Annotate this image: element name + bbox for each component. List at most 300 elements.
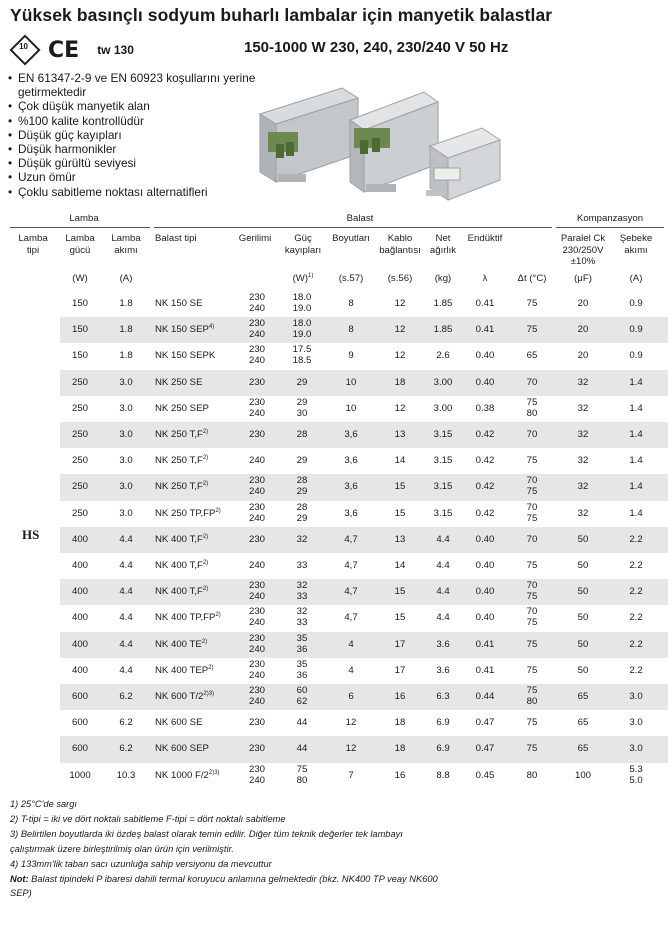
cell-value: 12 xyxy=(345,743,357,755)
cell-tip xyxy=(155,586,241,597)
cell-p xyxy=(282,455,322,466)
cell-value: 230 xyxy=(248,763,265,775)
cell-kg xyxy=(425,324,461,335)
cell-l xyxy=(463,691,507,702)
cell-p xyxy=(282,292,322,314)
cell-value: 230 xyxy=(248,318,265,330)
cell-ck xyxy=(556,639,610,650)
cell-value: 1.4 xyxy=(629,402,643,414)
col-header-sebeke-akimi: Şebeke akımı xyxy=(619,233,653,256)
cell-akim xyxy=(106,717,146,728)
cell-value: 250 xyxy=(71,402,88,414)
cell-b xyxy=(326,429,376,440)
cell-tip xyxy=(155,560,241,571)
cell-value: 75 xyxy=(526,486,538,498)
cell-value: 32 xyxy=(577,507,589,519)
cell-value: 14 xyxy=(394,560,406,571)
cell-l xyxy=(463,481,507,492)
cell-value: 6 xyxy=(348,691,354,702)
cell-value: 19.0 xyxy=(292,303,312,314)
footnotes xyxy=(10,797,440,901)
cell-value: 240 xyxy=(248,643,265,655)
cell-p xyxy=(282,764,322,786)
cell-p xyxy=(282,606,322,628)
cell-guc xyxy=(60,298,100,309)
cell-p xyxy=(282,534,322,545)
cell-dt xyxy=(508,298,556,309)
cell-tip xyxy=(155,691,241,702)
cell-l xyxy=(463,324,507,335)
cell-value: 60 xyxy=(296,685,308,696)
cell-value: 230 xyxy=(248,396,265,408)
cell-value: 75 xyxy=(526,324,538,336)
cell-dt xyxy=(508,717,556,728)
cell-akim xyxy=(106,639,146,650)
cell-dt xyxy=(508,685,556,707)
cell-value: 28 xyxy=(296,429,308,440)
cell-value: 44 xyxy=(296,717,308,729)
cell-v xyxy=(240,397,274,419)
cell-value: 10 xyxy=(345,402,357,414)
cell-ck xyxy=(556,612,610,623)
cell-value: 4.4 xyxy=(119,533,133,545)
cell-value: 240 xyxy=(248,560,265,571)
cell-value: 70 xyxy=(526,429,538,440)
certification-marks xyxy=(14,37,134,63)
cell-v xyxy=(240,659,274,681)
cell-value: 75 xyxy=(296,763,308,775)
unit-kayip: $(W)^{1)}$ xyxy=(292,272,314,284)
cell-a xyxy=(614,481,658,492)
unit-lambda: λ xyxy=(482,273,488,284)
cell-b xyxy=(326,350,376,361)
cell-a xyxy=(614,324,658,335)
cell-a xyxy=(614,298,658,309)
ballast-type-footnote: 2) xyxy=(202,586,209,592)
cell-value: 230 xyxy=(248,685,265,696)
feature-item: • Çoklu sabitleme noktası alternatifleri xyxy=(8,185,290,199)
cell-a xyxy=(614,560,658,571)
cell-kg xyxy=(425,665,461,676)
cell-akim xyxy=(106,455,146,466)
cell-value: 35 xyxy=(296,632,308,644)
cell-akim xyxy=(106,403,146,414)
cell-dt xyxy=(508,580,556,602)
feature-item: • Düşük harmonikler xyxy=(8,142,290,156)
cell-b xyxy=(326,770,376,781)
ballast-type: NK 600 T/2 xyxy=(155,691,204,702)
cell-value: 17 xyxy=(394,638,406,650)
cell-value: 230 xyxy=(248,632,265,644)
ballast-type-footnote: 2) xyxy=(201,638,208,645)
cell-value: 0.41 xyxy=(475,638,495,650)
cell-b xyxy=(326,377,376,388)
cell-p xyxy=(282,344,322,366)
cell-value: 50 xyxy=(577,664,589,676)
cell-tip xyxy=(155,717,241,728)
cell-b xyxy=(326,298,376,309)
cell-value: 1.4 xyxy=(629,455,643,467)
cell-value: 240 xyxy=(248,696,265,707)
cell-value: 75 xyxy=(526,717,538,729)
cell-value: 32 xyxy=(577,429,589,440)
cell-p xyxy=(282,502,322,524)
cell-value: 70 xyxy=(526,606,538,618)
cell-value: 3.0 xyxy=(119,402,133,414)
cell-guc xyxy=(60,770,100,781)
cell-value: 75 xyxy=(526,298,538,309)
cell-value: 0.38 xyxy=(475,402,495,414)
cell-l xyxy=(463,508,507,519)
cell-value: 6.2 xyxy=(119,743,133,755)
cell-value: 8.8 xyxy=(436,769,450,781)
cell-value: 5.3 xyxy=(629,763,643,775)
cell-b xyxy=(326,508,376,519)
cell-value: 80 xyxy=(296,774,308,786)
col-header-kablo: Kablo bağlantısı xyxy=(379,233,421,256)
cell-guc xyxy=(60,508,100,519)
cell-k xyxy=(377,350,423,361)
cell-k xyxy=(377,455,423,466)
cell-v xyxy=(240,580,274,602)
cell-tip xyxy=(155,298,241,309)
cell-value: 1.4 xyxy=(629,376,643,388)
cell-value: 250 xyxy=(71,376,88,388)
cell-value: 150 xyxy=(71,350,88,362)
cell-value: 20 xyxy=(577,324,589,336)
cell-value: 80 xyxy=(526,696,538,707)
cell-value: 4,7 xyxy=(344,533,358,545)
cell-v xyxy=(240,475,274,497)
cell-value: 0.9 xyxy=(629,298,643,309)
ballast-type-footnote: 2)3) xyxy=(208,769,220,776)
feature-item: • Çok düşük manyetik alan xyxy=(8,99,290,113)
unit-guc: (W) xyxy=(72,273,88,284)
cell-value: 50 xyxy=(577,612,589,624)
cell-dt xyxy=(508,475,556,497)
cell-kg xyxy=(425,534,461,545)
cell-value: 14 xyxy=(394,455,406,467)
cell-dt xyxy=(508,534,556,545)
cell-value: 1.85 xyxy=(433,324,453,336)
cell-value: 240 xyxy=(248,774,265,786)
col-header-guc-kayiplari: Güç kayıpları xyxy=(284,233,322,256)
cell-ck xyxy=(556,377,610,388)
cell-akim xyxy=(106,560,146,571)
ballast-type: NK 600 SE xyxy=(155,717,203,729)
cell-guc xyxy=(60,429,100,440)
cell-value: 80 xyxy=(526,407,538,419)
ballast-type: NK 400 T,F xyxy=(155,560,203,571)
ballast-type-footnote: 2) xyxy=(215,507,221,514)
cell-value: 29 xyxy=(296,486,308,498)
table-row xyxy=(60,736,668,762)
cell-value: 44 xyxy=(296,743,308,755)
cell-value: 20 xyxy=(577,298,589,309)
cell-k xyxy=(377,665,423,676)
cell-value: 2.2 xyxy=(629,638,643,650)
cell-value: 33 xyxy=(296,591,308,603)
ballast-type-footnote: 2) xyxy=(202,533,209,540)
cell-b xyxy=(326,560,376,571)
cell-k xyxy=(377,586,423,597)
cell-p xyxy=(282,318,322,340)
cell-value: 0.40 xyxy=(475,350,495,362)
cell-value: 65 xyxy=(577,717,589,729)
cell-b xyxy=(326,455,376,466)
cell-value: 32 xyxy=(577,481,589,493)
cell-guc xyxy=(60,534,100,545)
cell-akim xyxy=(106,770,146,781)
cell-ck xyxy=(556,481,610,492)
table-row xyxy=(60,448,668,474)
cell-value: 3.0 xyxy=(629,717,643,729)
table-row xyxy=(60,422,668,448)
cell-akim xyxy=(106,377,146,388)
ballast-type-footnote: 2) xyxy=(215,612,221,619)
ballast-medium-icon xyxy=(350,92,438,192)
cell-value: 600 xyxy=(71,743,88,755)
ballast-type-footnote: 2)3) xyxy=(203,690,215,697)
cell-value: 150 xyxy=(71,324,88,336)
cell-guc xyxy=(60,691,100,702)
cell-tip xyxy=(155,377,241,388)
cell-a xyxy=(614,350,658,361)
cell-b xyxy=(326,665,376,676)
cell-dt xyxy=(508,743,556,754)
cell-value: 50 xyxy=(577,533,589,545)
cell-kg xyxy=(425,350,461,361)
cell-value: 29 xyxy=(296,455,308,467)
cell-value: 240 xyxy=(248,486,265,498)
cell-value: 7 xyxy=(348,769,354,781)
cell-value: 2.6 xyxy=(436,350,450,362)
cell-v xyxy=(240,318,274,340)
cell-value: 240 xyxy=(248,591,265,603)
cell-value: 36 xyxy=(296,669,308,681)
cell-value: 240 xyxy=(248,407,265,419)
cell-value: 19.0 xyxy=(292,329,312,341)
cell-value: 35 xyxy=(296,658,308,670)
footnote: 3) Belirtilen boyutlarda iki özdeş balast olarak temin edilir. Diğer tüm teknik değerler tek lambayı çalıştırmak üzere birleştirilmiş olan ürün için verilmiştir. xyxy=(10,828,403,854)
ballast-type: NK 400 T,F xyxy=(155,533,203,545)
cell-l xyxy=(463,298,507,309)
cell-value: 100 xyxy=(574,769,591,781)
cell-value: 1.8 xyxy=(119,350,133,362)
cell-a xyxy=(614,665,658,676)
spec-line: 150-1000 W 230, 240, 230/240 V 50 Hz xyxy=(244,39,509,56)
cell-value: 33 xyxy=(296,560,308,571)
ballast-type: NK 150 SE xyxy=(155,298,203,309)
cell-k xyxy=(377,743,423,754)
cell-value: 13 xyxy=(394,429,406,440)
unit-akim: (A) xyxy=(119,273,133,284)
ballast-type: NK 250 SE xyxy=(155,376,203,388)
cell-value: 600 xyxy=(71,691,88,702)
cell-value: 400 xyxy=(71,638,88,650)
cell-value: 2.2 xyxy=(629,560,643,571)
cell-value: 0.42 xyxy=(475,455,495,467)
cell-b xyxy=(326,743,376,754)
cell-value: 3,6 xyxy=(344,481,358,493)
footnote: 2) T-tipi = iki ve dört noktalı sabitleme F-tipi = dört noktalı sabitleme xyxy=(10,813,286,824)
lamp-type-hs: HS xyxy=(22,527,40,542)
cell-ck xyxy=(556,403,610,414)
cell-value: 2.2 xyxy=(629,533,643,545)
cell-tip xyxy=(155,350,241,361)
cell-k xyxy=(377,481,423,492)
cell-value: 18 xyxy=(394,743,406,755)
cell-guc xyxy=(60,560,100,571)
cell-value: 230 xyxy=(248,376,265,388)
col-header-lamba-gucu: Lamba gücü xyxy=(65,233,95,256)
table-row xyxy=(60,370,668,396)
cell-k xyxy=(377,508,423,519)
cell-akim xyxy=(106,612,146,623)
cell-tip xyxy=(155,665,241,676)
cell-tip xyxy=(155,429,241,440)
enec-mark-icon: 10 xyxy=(9,34,40,65)
cell-value: 230 xyxy=(248,533,265,545)
table-row xyxy=(60,579,668,605)
cell-value: 6.9 xyxy=(436,717,450,729)
cell-p xyxy=(282,475,322,497)
cell-guc xyxy=(60,665,100,676)
cell-value: 230 xyxy=(248,475,265,487)
cell-a xyxy=(614,455,658,466)
group-header-balast: Balast xyxy=(346,213,374,224)
table-row xyxy=(60,343,668,369)
cell-value: 70 xyxy=(526,533,538,545)
cell-value: 3,6 xyxy=(344,429,358,440)
cell-v xyxy=(240,606,274,628)
cell-ck xyxy=(556,770,610,781)
group-header-kompanzasyon: Kompanzasyon xyxy=(576,213,644,224)
cell-value: 65 xyxy=(577,691,589,702)
cell-value: 240 xyxy=(248,455,265,467)
cell-value: 230 xyxy=(248,501,265,513)
cell-value: 50 xyxy=(577,638,589,650)
cell-guc xyxy=(60,743,100,754)
cell-value: 75 xyxy=(526,512,538,524)
cell-value: 400 xyxy=(71,560,88,571)
cell-v xyxy=(240,455,274,466)
cell-kg xyxy=(425,560,461,571)
cell-value: 4.4 xyxy=(436,533,450,545)
cell-value: 6.9 xyxy=(436,743,450,755)
cell-value: 3.0 xyxy=(119,455,133,467)
col-header-balast-tipi: Balast tipi xyxy=(155,233,197,244)
cell-dt xyxy=(508,560,556,571)
cell-dt xyxy=(508,639,556,650)
cell-value: 4.4 xyxy=(119,612,133,624)
cell-value: 0.42 xyxy=(475,507,495,519)
table-row xyxy=(60,527,668,553)
cell-v xyxy=(240,344,274,366)
cell-akim xyxy=(106,586,146,597)
unit-kablo: (s.56) xyxy=(387,273,413,284)
cell-l xyxy=(463,639,507,650)
cell-ck xyxy=(556,508,610,519)
cell-l xyxy=(463,429,507,440)
feature-item: • Düşük güç kayıpları xyxy=(8,128,290,142)
cell-guc xyxy=(60,639,100,650)
cell-value: 230 xyxy=(248,606,265,618)
cell-v xyxy=(240,717,274,728)
cell-p xyxy=(282,397,322,419)
cell-tip xyxy=(155,743,241,754)
table-row xyxy=(60,553,668,579)
cell-ck xyxy=(556,455,610,466)
cell-kg xyxy=(425,429,461,440)
feature-item: • Düşük gürültü seviyesi xyxy=(8,156,290,170)
cell-value: 0.40 xyxy=(475,612,495,624)
cell-value: 0.41 xyxy=(475,324,495,336)
cell-dt xyxy=(508,377,556,388)
cell-a xyxy=(614,764,658,786)
cell-a xyxy=(614,377,658,388)
cell-p xyxy=(282,659,322,681)
cell-a xyxy=(614,508,658,519)
cell-akim xyxy=(106,508,146,519)
cell-tip xyxy=(155,639,241,650)
col-header-lamba-akimi: Lamba akımı xyxy=(111,233,141,256)
cell-dt xyxy=(508,665,556,676)
col-header-enduktif: Endüktif xyxy=(467,233,503,244)
cell-value: 1000 xyxy=(69,769,91,781)
cell-kg xyxy=(425,691,461,702)
cell-akim xyxy=(106,665,146,676)
col-header-net-agirlik: Net ağırlık xyxy=(429,233,457,256)
cell-value: 75 xyxy=(526,743,538,755)
cell-tip xyxy=(155,770,241,781)
ce-mark-icon: CE xyxy=(48,37,80,63)
cell-value: 400 xyxy=(71,586,88,598)
cell-a xyxy=(614,691,658,702)
cell-value: 1.8 xyxy=(119,324,133,336)
cell-value: 0.9 xyxy=(629,324,643,336)
cell-akim xyxy=(106,743,146,754)
ballast-type: NK 600 SEP xyxy=(155,743,209,755)
cell-value: 32 xyxy=(296,533,308,545)
cell-value: 250 xyxy=(71,507,88,519)
cell-value: 4.4 xyxy=(119,560,133,571)
cell-b xyxy=(326,639,376,650)
cell-value: 4.4 xyxy=(436,560,450,571)
cell-p xyxy=(282,377,322,388)
cell-a xyxy=(614,534,658,545)
col-header-gerilimi: Gerilimi xyxy=(238,233,272,244)
cell-value: 4.4 xyxy=(436,586,450,598)
cell-value: 3.15 xyxy=(433,481,453,493)
cell-value: 36 xyxy=(296,643,308,655)
cell-value: 240 xyxy=(248,512,265,524)
cell-value: 240 xyxy=(248,617,265,629)
cell-value: 0.40 xyxy=(475,533,495,545)
cell-value: 6.2 xyxy=(119,717,133,729)
ballast-type: NK 250 T,F xyxy=(155,455,203,467)
cell-v xyxy=(240,685,274,707)
cell-value: 0.41 xyxy=(475,664,495,676)
cell-ck xyxy=(556,665,610,676)
ballast-type: NK 400 TP,FP xyxy=(155,612,216,624)
cell-b xyxy=(326,534,376,545)
cell-guc xyxy=(60,612,100,623)
cell-value: 1.8 xyxy=(119,298,133,309)
cell-value: 1.4 xyxy=(629,429,643,440)
cell-value: 10 xyxy=(345,376,357,388)
cell-value: 33 xyxy=(296,617,308,629)
